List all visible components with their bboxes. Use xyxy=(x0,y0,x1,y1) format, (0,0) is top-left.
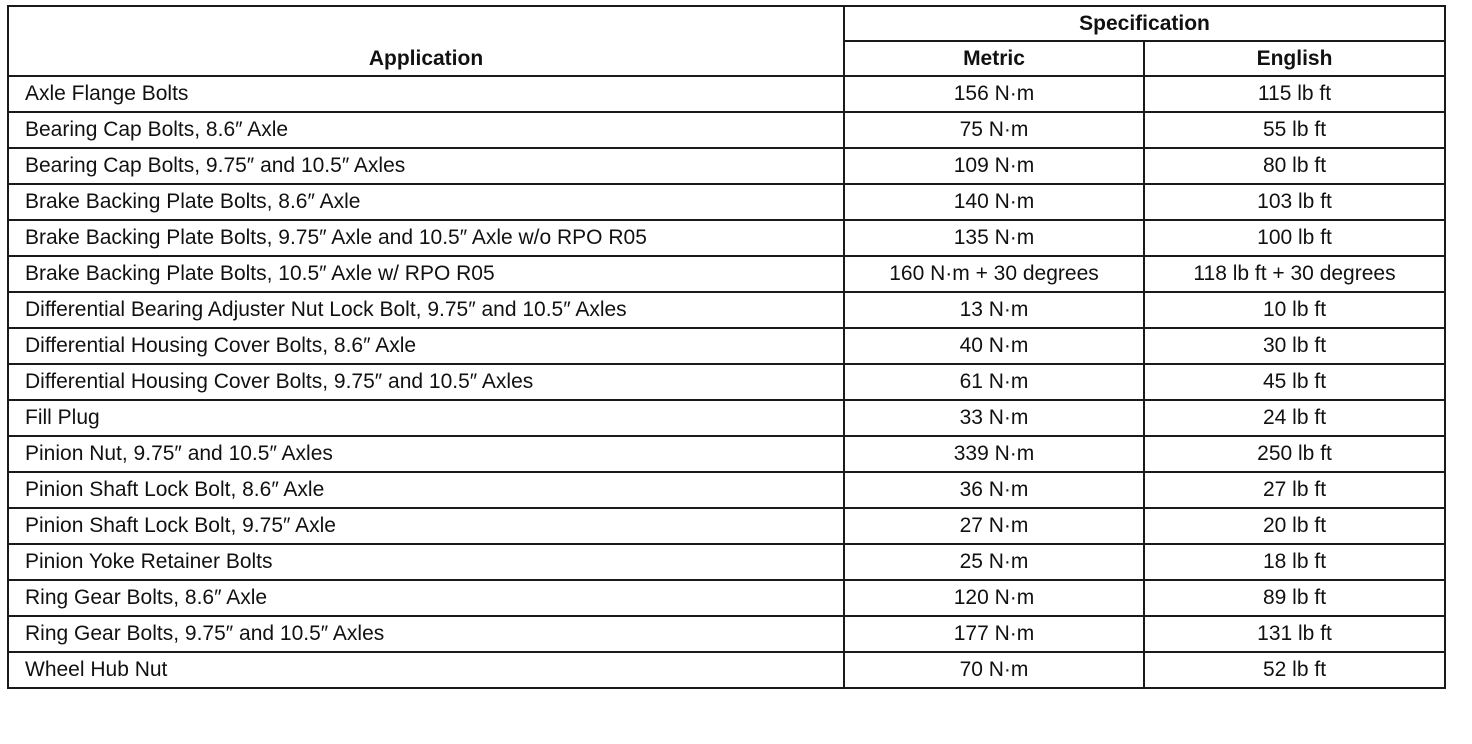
metric-cell: 160 N·m + 30 degrees xyxy=(844,256,1144,292)
english-cell: 18 lb ft xyxy=(1144,544,1445,580)
metric-cell: 70 N·m xyxy=(844,652,1144,688)
english-cell: 10 lb ft xyxy=(1144,292,1445,328)
table-row xyxy=(8,256,1445,292)
table-row xyxy=(8,652,1445,688)
application-cell: Axle Flange Bolts xyxy=(8,76,844,112)
application-cell: Wheel Hub Nut xyxy=(8,652,844,688)
table-row xyxy=(8,436,1445,472)
metric-cell: 75 N·m xyxy=(844,112,1144,148)
table-row xyxy=(8,472,1445,508)
application-cell: Ring Gear Bolts, 8.6″ Axle xyxy=(8,580,844,616)
table-row xyxy=(8,292,1445,328)
english-cell: 131 lb ft xyxy=(1144,616,1445,652)
table-row xyxy=(8,112,1445,148)
english-cell: 24 lb ft xyxy=(1144,400,1445,436)
table-body xyxy=(8,76,1445,688)
application-cell: Differential Bearing Adjuster Nut Lock Bolt, 9.75″ and 10.5″ Axles xyxy=(8,292,844,328)
table-row xyxy=(8,400,1445,436)
application-cell: Brake Backing Plate Bolts, 10.5″ Axle w/ RPO R05 xyxy=(8,256,844,292)
english-cell: 115 lb ft xyxy=(1144,76,1445,112)
metric-cell: 61 N·m xyxy=(844,364,1144,400)
english-cell: 103 lb ft xyxy=(1144,184,1445,220)
application-cell: Differential Housing Cover Bolts, 9.75″ and 10.5″ Axles xyxy=(8,364,844,400)
application-cell: Pinion Nut, 9.75″ and 10.5″ Axles xyxy=(8,436,844,472)
metric-cell: 36 N·m xyxy=(844,472,1144,508)
torque-specification-table xyxy=(7,5,1446,689)
metric-cell: 25 N·m xyxy=(844,544,1144,580)
english-cell: 55 lb ft xyxy=(1144,112,1445,148)
table-row xyxy=(8,76,1445,112)
english-cell: 118 lb ft + 30 degrees xyxy=(1144,256,1445,292)
application-cell: Brake Backing Plate Bolts, 8.6″ Axle xyxy=(8,184,844,220)
application-cell: Fill Plug xyxy=(8,400,844,436)
english-cell: 20 lb ft xyxy=(1144,508,1445,544)
application-cell: Pinion Yoke Retainer Bolts xyxy=(8,544,844,580)
table-row xyxy=(8,364,1445,400)
metric-cell: 140 N·m xyxy=(844,184,1144,220)
english-cell: 45 lb ft xyxy=(1144,364,1445,400)
application-cell: Pinion Shaft Lock Bolt, 8.6″ Axle xyxy=(8,472,844,508)
metric-cell: 33 N·m xyxy=(844,400,1144,436)
table-row xyxy=(8,616,1445,652)
metric-cell: 120 N·m xyxy=(844,580,1144,616)
application-column-header: Application xyxy=(8,6,844,76)
metric-cell: 40 N·m xyxy=(844,328,1144,364)
english-column-header: English xyxy=(1144,41,1445,76)
table-row xyxy=(8,580,1445,616)
table-row xyxy=(8,220,1445,256)
metric-cell: 156 N·m xyxy=(844,76,1144,112)
application-cell: Differential Housing Cover Bolts, 8.6″ Axle xyxy=(8,328,844,364)
english-cell: 250 lb ft xyxy=(1144,436,1445,472)
metric-cell: 13 N·m xyxy=(844,292,1144,328)
metric-column-header: Metric xyxy=(844,41,1144,76)
header-row-top xyxy=(8,6,1445,41)
metric-cell: 27 N·m xyxy=(844,508,1144,544)
application-cell: Ring Gear Bolts, 9.75″ and 10.5″ Axles xyxy=(8,616,844,652)
table-row xyxy=(8,544,1445,580)
english-cell: 89 lb ft xyxy=(1144,580,1445,616)
application-cell: Brake Backing Plate Bolts, 9.75″ Axle and 10.5″ Axle w/o RPO R05 xyxy=(8,220,844,256)
english-cell: 100 lb ft xyxy=(1144,220,1445,256)
english-cell: 80 lb ft xyxy=(1144,148,1445,184)
specification-column-header: Specification xyxy=(844,6,1445,41)
metric-cell: 109 N·m xyxy=(844,148,1144,184)
metric-cell: 177 N·m xyxy=(844,616,1144,652)
table-row xyxy=(8,328,1445,364)
table-row xyxy=(8,184,1445,220)
metric-cell: 339 N·m xyxy=(844,436,1144,472)
english-cell: 27 lb ft xyxy=(1144,472,1445,508)
table-row xyxy=(8,508,1445,544)
application-cell: Bearing Cap Bolts, 9.75″ and 10.5″ Axles xyxy=(8,148,844,184)
application-cell: Bearing Cap Bolts, 8.6″ Axle xyxy=(8,112,844,148)
application-cell: Pinion Shaft Lock Bolt, 9.75″ Axle xyxy=(8,508,844,544)
english-cell: 52 lb ft xyxy=(1144,652,1445,688)
metric-cell: 135 N·m xyxy=(844,220,1144,256)
english-cell: 30 lb ft xyxy=(1144,328,1445,364)
table-row xyxy=(8,148,1445,184)
